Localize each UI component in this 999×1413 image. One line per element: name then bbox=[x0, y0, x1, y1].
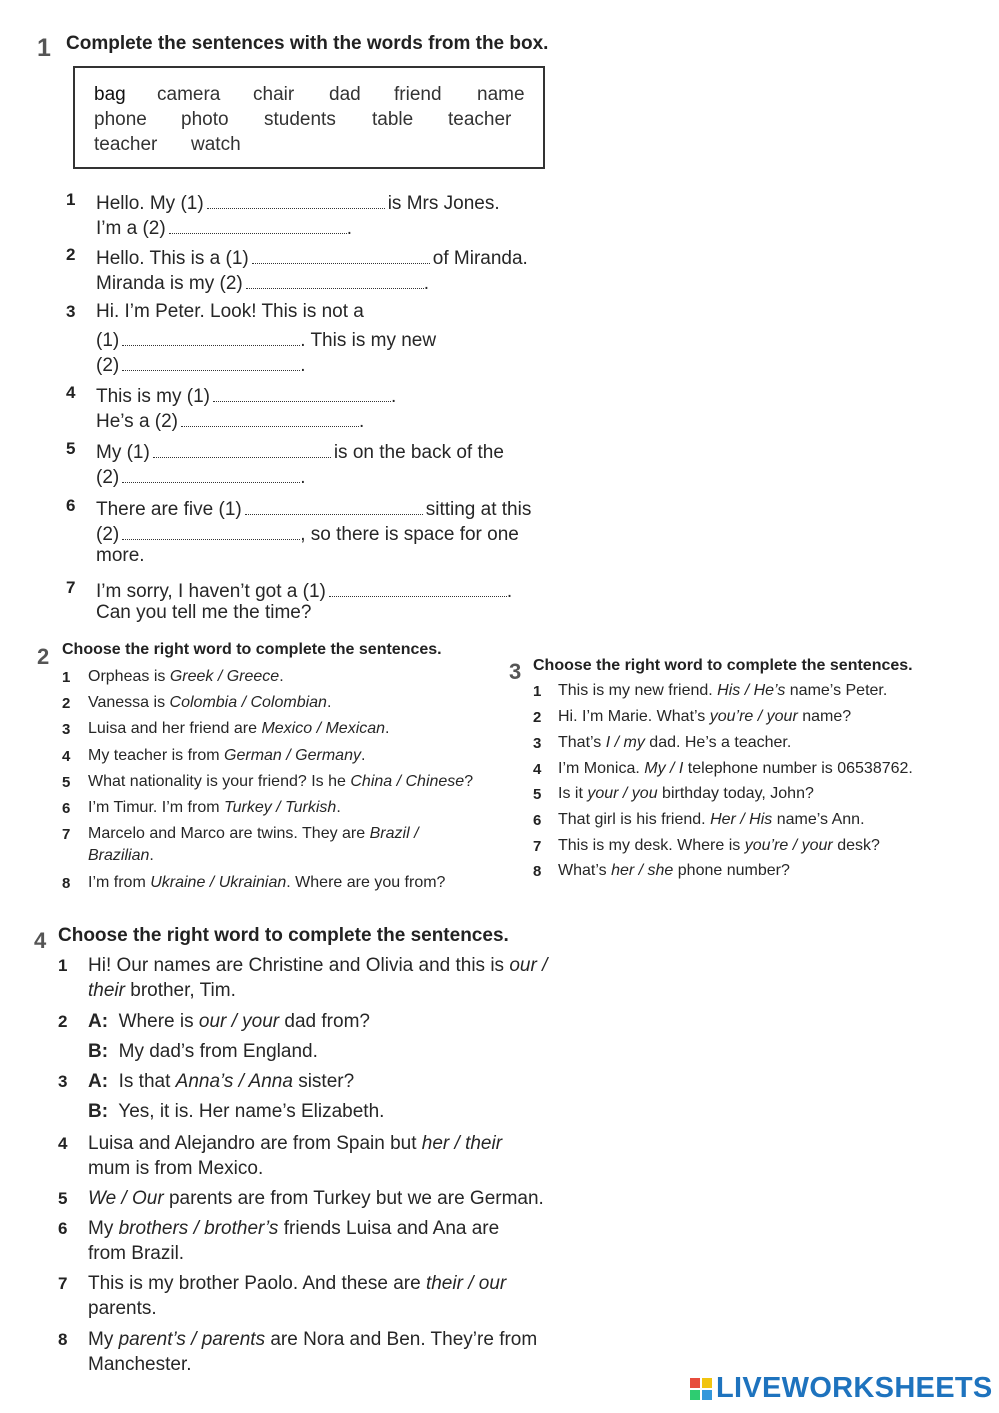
answer-blank[interactable] bbox=[122, 463, 300, 483]
item-line: parents. bbox=[88, 1298, 157, 1319]
logo-square bbox=[690, 1390, 700, 1400]
answer-blank[interactable] bbox=[122, 326, 300, 346]
word: bag bbox=[94, 84, 126, 105]
word-box bbox=[73, 66, 545, 169]
word: photo bbox=[181, 109, 229, 130]
item-line[interactable]: Hi! Our names are Christine and Olivia and this is our / bbox=[88, 955, 548, 976]
word-choice: brothers / brother’s bbox=[118, 1218, 279, 1239]
item-line[interactable]: A: Is that Anna’s / Anna sister? bbox=[88, 1071, 355, 1092]
item-line: more. bbox=[96, 545, 145, 566]
word-choice: We / Our bbox=[88, 1188, 164, 1209]
speaker-label: B: bbox=[88, 1041, 109, 1062]
word-choice: His / He’s bbox=[717, 682, 786, 699]
item-line[interactable]: My brothers / brother’s friends Luisa and Ana are bbox=[88, 1218, 500, 1239]
word: camera bbox=[157, 84, 221, 105]
item-number: 2 bbox=[62, 695, 71, 712]
word-choice: her / their bbox=[421, 1133, 503, 1154]
item-line[interactable]: We / Our parents are from Turkey but we are German. bbox=[88, 1188, 544, 1209]
item-number: 3 bbox=[66, 302, 76, 321]
word-choice: Colombia / Colombian bbox=[169, 694, 327, 711]
item-number: 7 bbox=[533, 838, 542, 855]
item-number: 5 bbox=[58, 1189, 68, 1208]
word-choice: your / you bbox=[587, 785, 658, 802]
item-line: My (1) is on the back of the bbox=[96, 438, 504, 464]
item-line[interactable]: Vanessa is Colombia / Colombian. bbox=[88, 694, 332, 711]
item-line[interactable]: What nationality is your friend? Is he China / Chinese? bbox=[88, 773, 474, 790]
item-line[interactable]: I’m Timur. I’m from Turkey / Turkish. bbox=[88, 799, 341, 816]
item-line: He’s a (2) . bbox=[96, 407, 364, 433]
section-title: Choose the right word to complete the sentences. bbox=[533, 657, 913, 674]
word-choice: Her / His bbox=[710, 811, 773, 828]
item-line: from Brazil. bbox=[88, 1243, 185, 1264]
section-number: 4 bbox=[34, 928, 47, 953]
section-title: Choose the right word to complete the sentences. bbox=[58, 925, 509, 946]
item-number: 7 bbox=[62, 826, 71, 843]
item-number: 3 bbox=[58, 1072, 68, 1091]
answer-blank[interactable] bbox=[169, 214, 347, 234]
item-line[interactable]: Is it your / you birthday today, John? bbox=[558, 785, 814, 802]
word-choice: our / bbox=[509, 955, 548, 976]
item-line[interactable]: their brother, Tim. bbox=[88, 980, 236, 1001]
item-number: 8 bbox=[58, 1330, 68, 1349]
item-number: 2 bbox=[66, 245, 76, 264]
item-line: (2) . bbox=[96, 463, 306, 489]
word-choice: their / our bbox=[425, 1273, 507, 1294]
item-line[interactable]: Marcelo and Marco are twins. They are Brazil / bbox=[88, 825, 419, 842]
item-line: B: Yes, it is. Her name’s Elizabeth. bbox=[88, 1101, 385, 1122]
word-choice: Greek / Greece bbox=[169, 668, 280, 685]
item-line[interactable]: A: Where is our / your dad from? bbox=[88, 1011, 370, 1032]
item-number: 4 bbox=[533, 761, 542, 778]
word: friend bbox=[394, 84, 442, 105]
item-number: 7 bbox=[66, 578, 76, 597]
word-choice: Mexico / Mexican bbox=[261, 720, 386, 737]
word-choice: Anna’s / Anna bbox=[175, 1071, 293, 1092]
answer-blank[interactable] bbox=[122, 520, 300, 540]
item-number: 1 bbox=[62, 669, 71, 686]
item-line[interactable]: What’s her / she phone number? bbox=[558, 862, 790, 879]
item-number: 2 bbox=[58, 1012, 68, 1031]
answer-blank[interactable] bbox=[252, 244, 430, 264]
item-number: 1 bbox=[58, 956, 68, 975]
item-number: 2 bbox=[533, 709, 542, 726]
item-line: I’m a (2) . bbox=[96, 214, 352, 240]
item-line: B: My dad’s from England. bbox=[88, 1041, 318, 1062]
answer-blank[interactable] bbox=[213, 382, 391, 402]
item-line: (2) , so there is space for one bbox=[96, 520, 519, 546]
answer-blank[interactable] bbox=[245, 495, 423, 515]
item-number: 3 bbox=[62, 721, 71, 738]
section-number: 1 bbox=[37, 34, 51, 62]
item-number: 5 bbox=[66, 439, 76, 458]
item-line: (1) . This is my new bbox=[96, 326, 436, 352]
word-choice: I / my bbox=[605, 734, 645, 751]
item-line[interactable]: This is my desk. Where is you’re / your desk? bbox=[558, 837, 880, 854]
word-choice: her / she bbox=[611, 862, 674, 879]
logo-icon bbox=[690, 1378, 712, 1400]
item-line[interactable]: I’m Monica. My / I telephone number is 06538762. bbox=[558, 760, 913, 777]
answer-blank[interactable] bbox=[329, 577, 507, 597]
word-choice: Brazilian bbox=[88, 847, 150, 864]
word: students bbox=[264, 109, 336, 130]
item-number: 6 bbox=[533, 812, 542, 829]
speaker-label: A: bbox=[88, 1071, 109, 1092]
speaker-label: A: bbox=[88, 1011, 109, 1032]
word-choice: you’re / your bbox=[744, 837, 833, 854]
item-number: 5 bbox=[533, 786, 542, 803]
item-line: Manchester. bbox=[88, 1354, 192, 1375]
item-line: Can you tell me the time? bbox=[96, 602, 312, 623]
item-number: 1 bbox=[66, 190, 76, 209]
word-choice: their bbox=[88, 980, 125, 1001]
item-line: Hello. My (1) is Mrs Jones. bbox=[96, 189, 500, 215]
item-line[interactable]: Brazilian. bbox=[88, 847, 154, 864]
word-choice: Turkey / Turkish bbox=[224, 799, 337, 816]
item-number: 6 bbox=[66, 496, 76, 515]
word: chair bbox=[253, 84, 295, 105]
item-number: 7 bbox=[58, 1274, 68, 1293]
item-line[interactable]: Luisa and her friend are Mexico / Mexican. bbox=[88, 720, 390, 737]
logo-square bbox=[690, 1378, 700, 1388]
item-line: There are five (1) sitting at this bbox=[96, 495, 531, 521]
logo-square bbox=[702, 1390, 712, 1400]
word-choice: our / your bbox=[198, 1011, 280, 1032]
item-number: 5 bbox=[62, 774, 71, 791]
answer-blank[interactable] bbox=[153, 438, 331, 458]
word: dad bbox=[329, 84, 361, 105]
item-line[interactable]: My parent’s / parents are Nora and Ben. They’re from bbox=[88, 1329, 538, 1350]
word: name bbox=[477, 84, 525, 105]
item-line: (2) . bbox=[96, 351, 306, 377]
item-number: 6 bbox=[62, 800, 71, 817]
item-number: 1 bbox=[533, 683, 542, 700]
word: table bbox=[372, 109, 414, 130]
section-number: 3 bbox=[509, 659, 522, 684]
item-number: 4 bbox=[62, 748, 71, 765]
item-line[interactable]: Orpheas is Greek / Greece. bbox=[88, 668, 284, 685]
word-choice: China / Chinese bbox=[350, 773, 465, 790]
item-line[interactable]: That’s I / my dad. He’s a teacher. bbox=[558, 734, 792, 751]
answer-blank[interactable] bbox=[246, 269, 424, 289]
answer-blank[interactable] bbox=[207, 189, 385, 209]
logo-square bbox=[702, 1378, 712, 1388]
word-choice: parent’s / parents bbox=[118, 1329, 266, 1350]
word-choice: My / I bbox=[644, 760, 684, 777]
item-line: This is my (1) . bbox=[96, 382, 396, 408]
section-number: 2 bbox=[37, 644, 50, 669]
word: phone bbox=[94, 109, 147, 130]
logo-text: LIVEWORKSHEETS bbox=[716, 1372, 993, 1404]
item-line: mum is from Mexico. bbox=[88, 1158, 264, 1179]
item-line[interactable]: This is my brother Paolo. And these are their / our bbox=[88, 1273, 507, 1294]
item-line[interactable]: My teacher is from German / Germany. bbox=[88, 747, 366, 764]
section-title: Choose the right word to complete the sentences. bbox=[62, 641, 442, 658]
item-line: I’m sorry, I haven’t got a (1) . bbox=[96, 577, 512, 603]
item-number: 8 bbox=[533, 863, 542, 880]
item-number: 4 bbox=[66, 383, 76, 402]
answer-blank[interactable] bbox=[122, 351, 300, 371]
item-number: 6 bbox=[58, 1219, 68, 1238]
word-choice: you’re / your bbox=[709, 708, 798, 725]
section-title: Complete the sentences with the words from the box. bbox=[66, 33, 549, 54]
word-choice: German / Germany bbox=[224, 747, 361, 764]
item-line: Hi. I’m Peter. Look! This is not a bbox=[96, 301, 364, 322]
word-choice: Ukraine / Ukrainian bbox=[150, 874, 287, 891]
word: watch bbox=[191, 134, 241, 155]
item-number: 3 bbox=[533, 735, 542, 752]
word: teacher bbox=[448, 109, 512, 130]
item-line[interactable]: That girl is his friend. Her / His name’s Ann. bbox=[558, 811, 865, 828]
item-line[interactable]: I’m from Ukraine / Ukrainian. Where are you from? bbox=[88, 874, 446, 891]
item-line[interactable]: This is my new friend. His / He’s name’s Peter. bbox=[558, 682, 888, 699]
speaker-label: B: bbox=[88, 1101, 109, 1122]
item-line: Miranda is my (2) . bbox=[96, 269, 429, 295]
word: teacher bbox=[94, 134, 158, 155]
item-number: 8 bbox=[62, 875, 71, 892]
item-line: Hello. This is a (1) of Miranda. bbox=[96, 244, 528, 270]
word-choice: Brazil / bbox=[369, 825, 419, 842]
answer-blank[interactable] bbox=[181, 407, 359, 427]
item-line[interactable]: Luisa and Alejandro are from Spain but her / their bbox=[88, 1133, 503, 1154]
item-line[interactable]: Hi. I’m Marie. What’s you’re / your name? bbox=[558, 708, 852, 725]
item-number: 4 bbox=[58, 1134, 68, 1153]
